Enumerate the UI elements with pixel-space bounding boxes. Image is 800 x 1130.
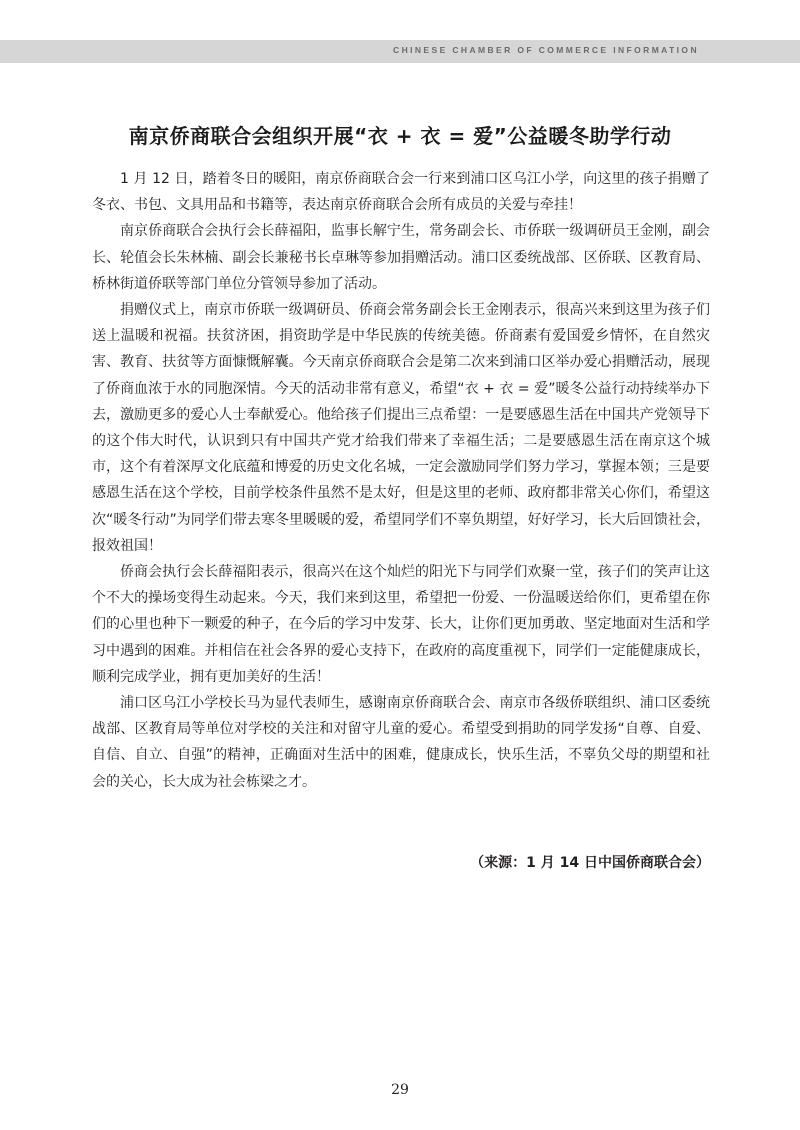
header-tagline: CHINESE CHAMBER OF COMMERCE INFORMATION [393, 45, 699, 55]
article-source: （来源：1 月 14 日中国侨商联合会） [470, 855, 710, 871]
paragraph: 浦口区乌江小学校长马为显代表师生，感谢南京侨商联合会、南京市各级侨联组织、浦口区委统战部、区教育局等单位对学校的关注和对留守儿童的爱心。希望受到捐助的同学发扬“自尊、自爱、自信、自立、自强”的精神，正确面对生活中的困难，健康成长，快乐生活，不辜负父母的期望和社会的关心，长大成为社会栋梁之才。 [92, 695, 710, 790]
article-body [92, 166, 710, 795]
paragraph: 南京侨商联合会执行会长薛福阳，监事长解宁生，常务副会长、市侨联一级调研员王金刚，副会长、轮值会长朱林楠、副会长兼秘书长卓琳等参加捐赠活动。浦口区委统战部、区侨联、区教育局、桥林街道侨联等部门单位分管领导参加了活动。 [92, 223, 710, 292]
article-title: 南京侨商联合会组织开展“衣 + 衣 = 爱”公益暖冬助学行动 [128, 124, 672, 148]
page-number: 29 [391, 1082, 409, 1098]
header-band [0, 40, 800, 63]
paragraph: 侨商会执行会长薛福阳表示，很高兴在这个灿烂的阳光下与同学们欢聚一堂，孩子们的笑声让这个不大的操场变得生动起来。今天，我们来到这里，希望把一份爱、一份温暖送给你们，更希望在你们的心里也种下一颗爱的种子，在今后的学习中发芽、长大，让你们更加勇敢、坚定地面对生活和学习中遇到的困难。并相信在社会各界的爱心支持下，在政府的高度重视下，同学们一定能健康成长，顺利完成学业，拥有更加美好的生活！ [92, 564, 710, 685]
paragraph: 捐赠仪式上，南京市侨联一级调研员、侨商会常务副会长王金刚表示，很高兴来到这里为孩子们送上温暖和祝福。扶贫济困，捐资助学是中华民族的传统美德。侨商素有爱国爱乡情怀，在自然灾害、教育、扶贫等方面慷慨解囊。今天南京侨商联合会是第二次来到浦口区举办爱心捐赠活动，展现了侨商血浓于水的同胞深情。今天的活动非常有意义，希望“衣 + 衣 = 爱”暖冬公益行动持续举办下去，激励更多的爱心人士奉献爱心。他给孩子们提出三点希望：一是要感恩生活在中国共产党领导下的这个伟大时代，认识到只有中国共产党才给我们带来了幸福生活；二是要感恩生活在南京这个城市，这个有着深厚文化底蕴和博爱的历史文化名城，一定会激励同学们努力学习，掌握本领；三是要感恩生活在这个学校，目前学校条件虽然不是太好，但是这里的老师、政府都非常关心你们，希望这次“暖冬行动”为同学们带去寒冬里暖暖的爱，希望同学们不辜负期望，好好学习，长大后回馈社会，报效祖国！ [92, 302, 710, 554]
paragraph: 1 月 12 日，踏着冬日的暖阳，南京侨商联合会一行来到浦口区乌江小学，向这里的孩子捐赠了冬衣、书包、文具用品和书籍等，表达南京侨商联合会所有成员的关爱与牵挂！ [92, 171, 710, 214]
